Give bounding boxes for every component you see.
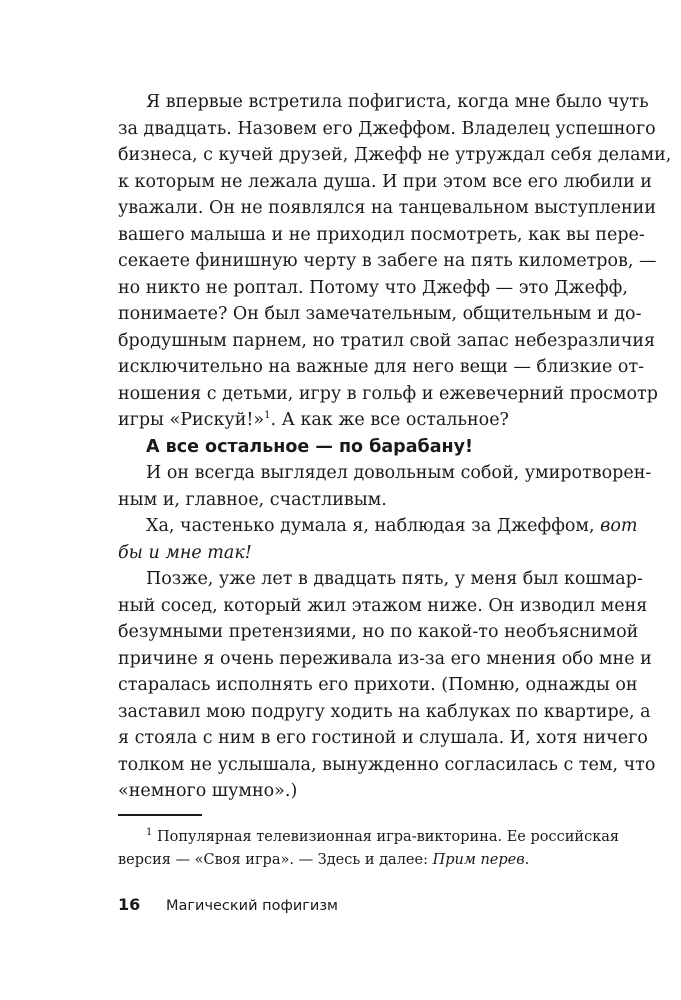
text-fragment: Ха, частенько думала я, наблюдая за Джеффом,: [146, 516, 601, 536]
text-line: безумными претензиями, но по какой-то необъяснимой: [118, 622, 639, 642]
text-fragment: . А как же все остальное?: [270, 410, 509, 430]
text-line: [118, 513, 638, 540]
text-line: уважали. Он не появлялся на танцевальном выступлении: [118, 198, 656, 218]
footnote: [118, 826, 620, 872]
footnote-text: версия — «Своя игра». — Здесь и далее:: [118, 852, 433, 868]
text-line: заставил мою подругу ходить на каблуках по квартире, а: [118, 701, 651, 722]
text-line: бизнеса, с кучей друзей, Джефф не утруждал себя делами,: [118, 145, 672, 165]
text-line: бродушным парнем, но тратил свой запас небезразличия: [118, 330, 656, 351]
bold-statement: А все остальное — по барабану!: [146, 436, 474, 457]
main-text: [118, 89, 672, 805]
text-line: секаете финишную черту в забеге на пять километров, —: [118, 251, 657, 271]
footnote-separator: [118, 814, 202, 816]
footnote-reference: 1: [264, 410, 271, 422]
footnote-line: [118, 849, 610, 872]
text-line: понимаете? Он был замечательным, общительным и до-: [118, 304, 642, 324]
text-line: Позже, уже лет в двадцать пять, у меня был кошмар-: [146, 569, 643, 589]
text-line: [118, 407, 610, 434]
text-line: ным и, главное, счастливым.: [118, 489, 387, 510]
footnote-italic: Прим перев.: [432, 852, 530, 868]
text-line: «немного шумно».): [118, 781, 298, 801]
text-line: И он всегда выглядел довольным собой, умиротворен-: [146, 463, 652, 483]
footnote-text: Популярная телевизионная игра-викторина. Ее российская: [152, 829, 620, 845]
text-line: причине я очень переживала из-за его мнения обо мне и: [118, 648, 652, 669]
text-line: Я впервые встретила пофигиста, когда мне было чуть: [146, 92, 649, 112]
text-line: толком не услышала, вынужденно согласилась с тем, что: [118, 754, 656, 775]
text-line: вашего малыша и не приходил посмотреть, как вы пере-: [118, 224, 645, 245]
italic-fragment: вот: [600, 516, 638, 536]
text-line: за двадцать. Назовем его Джеффом. Владелец успешного: [118, 118, 656, 139]
running-title: Магический пофигизм: [166, 898, 338, 914]
footnote-line: [118, 826, 620, 849]
text-line: к которым не лежала душа. И при этом все его любили и: [118, 171, 652, 192]
text-fragment: игры «Рискуй!»: [118, 410, 265, 430]
text-line: я стояла с ним в его гостиной и слушала. И, хотя ничего: [118, 728, 648, 748]
footnote-number: 1: [146, 827, 153, 839]
page-number: 16: [118, 895, 141, 914]
text-line: старалась исполнять его прихоти. (Помню, однажды он: [118, 675, 638, 695]
text-line: но никто не роптал. Потому что Джефф — это Джефф,: [118, 277, 628, 298]
text-line: ношения с детьми, игру в гольф и ежевечерний просмотр: [118, 383, 658, 404]
text-line: ный сосед, который жил этажом ниже. Он изводил меня: [118, 595, 648, 616]
text-line: исключительно на важные для него вещи — близкие от-: [118, 357, 645, 377]
page-footer: [118, 895, 338, 916]
italic-line: бы и мне так!: [118, 542, 252, 563]
